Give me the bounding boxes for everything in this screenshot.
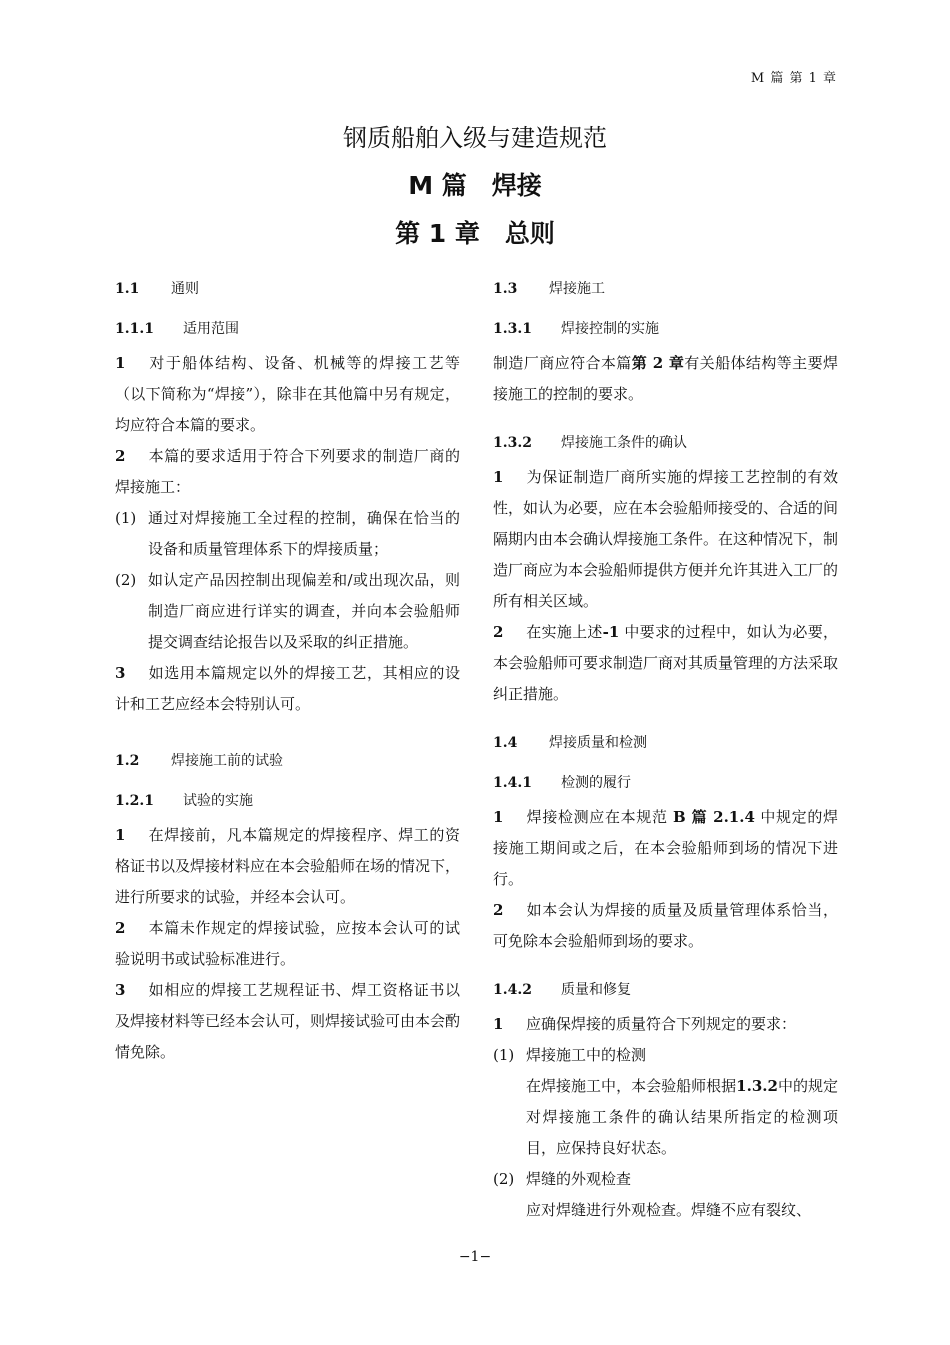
paragraph-text: 如相应的焊接工艺规程证书、焊工资格证书以及焊接材料等已经本会认可，则焊接试验可由本会酌情免除。 — [115, 981, 461, 1061]
subsection-title: 适用范围 — [183, 321, 239, 337]
subsection-number: 1.4.1 — [493, 775, 532, 791]
paragraph-number: 1 — [493, 1015, 504, 1033]
paragraph-number: 1 — [493, 808, 504, 826]
item-number: (1) — [115, 509, 137, 527]
paragraph-number: 3 — [115, 981, 126, 999]
list-item — [115, 565, 460, 658]
part-title: M 篇 焊接 — [408, 171, 542, 200]
paragraph-text: 制造厂商应符合本篇 — [493, 354, 632, 372]
clause-reference: 1.3.2 — [736, 1077, 778, 1095]
item-number: (1) — [493, 1046, 515, 1064]
subsection-title: 质量和修复 — [561, 982, 631, 998]
section-number: 1.4 — [493, 735, 518, 751]
subsection-heading — [493, 430, 838, 456]
paragraph-number: 2 — [115, 447, 126, 465]
item-title: 焊接施工中的检测 — [526, 1046, 647, 1064]
section-heading — [115, 748, 460, 774]
paragraph-text: 有关船体结构等主要焊接施工的控制的要求。 — [493, 354, 838, 403]
paragraph — [493, 895, 838, 957]
paragraph — [115, 348, 460, 441]
section-title: 焊接施工前的试验 — [171, 753, 283, 769]
section-heading — [115, 276, 460, 302]
section-number: 1.1 — [115, 281, 140, 297]
paragraph-text: 在实施上述 — [526, 623, 603, 641]
page-number: −1− — [458, 1249, 492, 1265]
item-text: 通过对焊接施工全过程的控制，确保在恰当的设备和质量管理体系下的焊接质量； — [148, 509, 460, 558]
rule-reference: B 篇 2.1.4 — [673, 808, 755, 826]
subsection-title: 检测的履行 — [561, 775, 631, 791]
paragraph-text: 中规定的焊接施工期间或之后，在本会验船师到场的情况下进行。 — [493, 808, 838, 888]
paragraph-text: 如选用本篇规定以外的焊接工艺，其相应的设计和工艺应经本会特别认可。 — [115, 664, 460, 713]
section-number: 1.3 — [493, 281, 518, 297]
list-item-body — [493, 1071, 838, 1164]
chapter-reference: 第 2 章 — [631, 354, 685, 372]
item-title: 焊缝的外观检查 — [526, 1170, 632, 1188]
item-number: (2) — [115, 571, 137, 589]
paragraph-number: 1 — [115, 826, 126, 844]
section-title: 焊接施工 — [549, 281, 605, 297]
paragraph — [115, 820, 460, 913]
list-item — [493, 1040, 838, 1071]
item-text: 如认定产品因控制出现偏差和/或出现次品，则制造厂商应进行详实的调查，并向本会验船师提交调查结论报告以及采取的纠正措施。 — [148, 571, 460, 651]
subsection-number: 1.2.1 — [115, 793, 154, 809]
item-number: (2) — [493, 1170, 515, 1188]
paragraph — [115, 658, 460, 720]
paragraph-number: 2 — [493, 623, 504, 641]
subsection-title: 试验的实施 — [183, 793, 253, 809]
paragraph-number: 1 — [493, 468, 504, 486]
subsection-number: 1.1.1 — [115, 321, 154, 337]
clause-reference: -1 — [602, 623, 620, 641]
subsection-heading — [115, 788, 460, 814]
section-heading — [493, 276, 838, 302]
subsection-number: 1.4.2 — [493, 982, 532, 998]
paragraph-text: 本篇的要求适用于符合下列要求的制造厂商的焊接施工： — [115, 447, 460, 496]
subsection-heading — [493, 770, 838, 796]
paragraph — [493, 1009, 838, 1040]
paragraph-text: 应确保焊接的质量符合下列规定的要求： — [526, 1015, 797, 1033]
paragraph-text: 如本会认为焊接的质量及质量管理体系恰当，可免除本会验船师到场的要求。 — [493, 901, 838, 950]
subsection-heading — [493, 977, 838, 1003]
subsection-number: 1.3.2 — [493, 435, 532, 451]
section-title: 通则 — [171, 281, 199, 297]
paragraph-text: 对于船体结构、设备、机械等的焊接工艺等（以下简称为“焊接”），除非在其他篇中另有规定，均应符合本篇的要求。 — [115, 354, 460, 434]
subsection-title: 焊接控制的实施 — [561, 321, 659, 337]
subsection-number: 1.3.1 — [493, 321, 532, 337]
left-column — [115, 276, 460, 1068]
paragraph-text: 中要求的过程中，如认为必要，本会验船师可要求制造厂商对其质量管理的方法采取纠正措施。 — [493, 623, 839, 703]
paragraph-text: 焊接检测应在本规范 — [526, 808, 674, 826]
paragraph — [115, 975, 460, 1068]
list-item-body — [493, 1195, 838, 1226]
paragraph-number: 2 — [493, 901, 504, 919]
paragraph — [493, 462, 838, 617]
document-title: 钢质船舶入级与建造规范 — [343, 124, 607, 152]
paragraph-text: 为保证制造厂商所实施的焊接工艺控制的有效性，如认为必要，应在本会验船师接受的、合适的间隔期内由本会确认焊接施工条件。在这种情况下，制造厂商应为本会验船师提供方便并允许其进入工厂的所有相关区域。 — [493, 468, 839, 610]
section-title: 焊接质量和检测 — [549, 735, 647, 751]
section-heading — [493, 730, 838, 756]
item-text: 应对焊缝进行外观检查。焊缝不应有裂纹、 — [526, 1201, 812, 1219]
right-column — [493, 276, 838, 1226]
paragraph — [115, 441, 460, 503]
section-number: 1.2 — [115, 753, 140, 769]
paragraph — [115, 913, 460, 975]
chapter-title: 第 1 章 总则 — [395, 219, 555, 248]
paragraph-number: 1 — [115, 354, 126, 372]
running-head: M 篇 第 1 章 — [750, 71, 837, 86]
list-item — [115, 503, 460, 565]
subsection-heading — [115, 316, 460, 342]
paragraph-number: 2 — [115, 919, 126, 937]
list-item — [493, 1164, 838, 1195]
item-text: 在焊接施工中，本会验船师根据 — [526, 1077, 737, 1095]
paragraph-number: 3 — [115, 664, 126, 682]
paragraph-text: 在焊接前，凡本篇规定的焊接程序、焊工的资格证书以及焊接材料应在本会验船师在场的情况下，进行所要求的试验，并经本会认可。 — [115, 826, 461, 906]
item-text: 中的规定对焊接施工条件的确认结果所指定的检测项目，应保持良好状态。 — [526, 1077, 838, 1157]
paragraph — [493, 348, 838, 410]
paragraph — [493, 802, 838, 895]
paragraph — [493, 617, 838, 710]
subsection-heading — [493, 316, 838, 342]
subsection-title: 焊接施工条件的确认 — [561, 435, 687, 451]
paragraph-text: 本篇未作规定的焊接试验，应按本会认可的试验说明书或试验标准进行。 — [115, 919, 460, 968]
